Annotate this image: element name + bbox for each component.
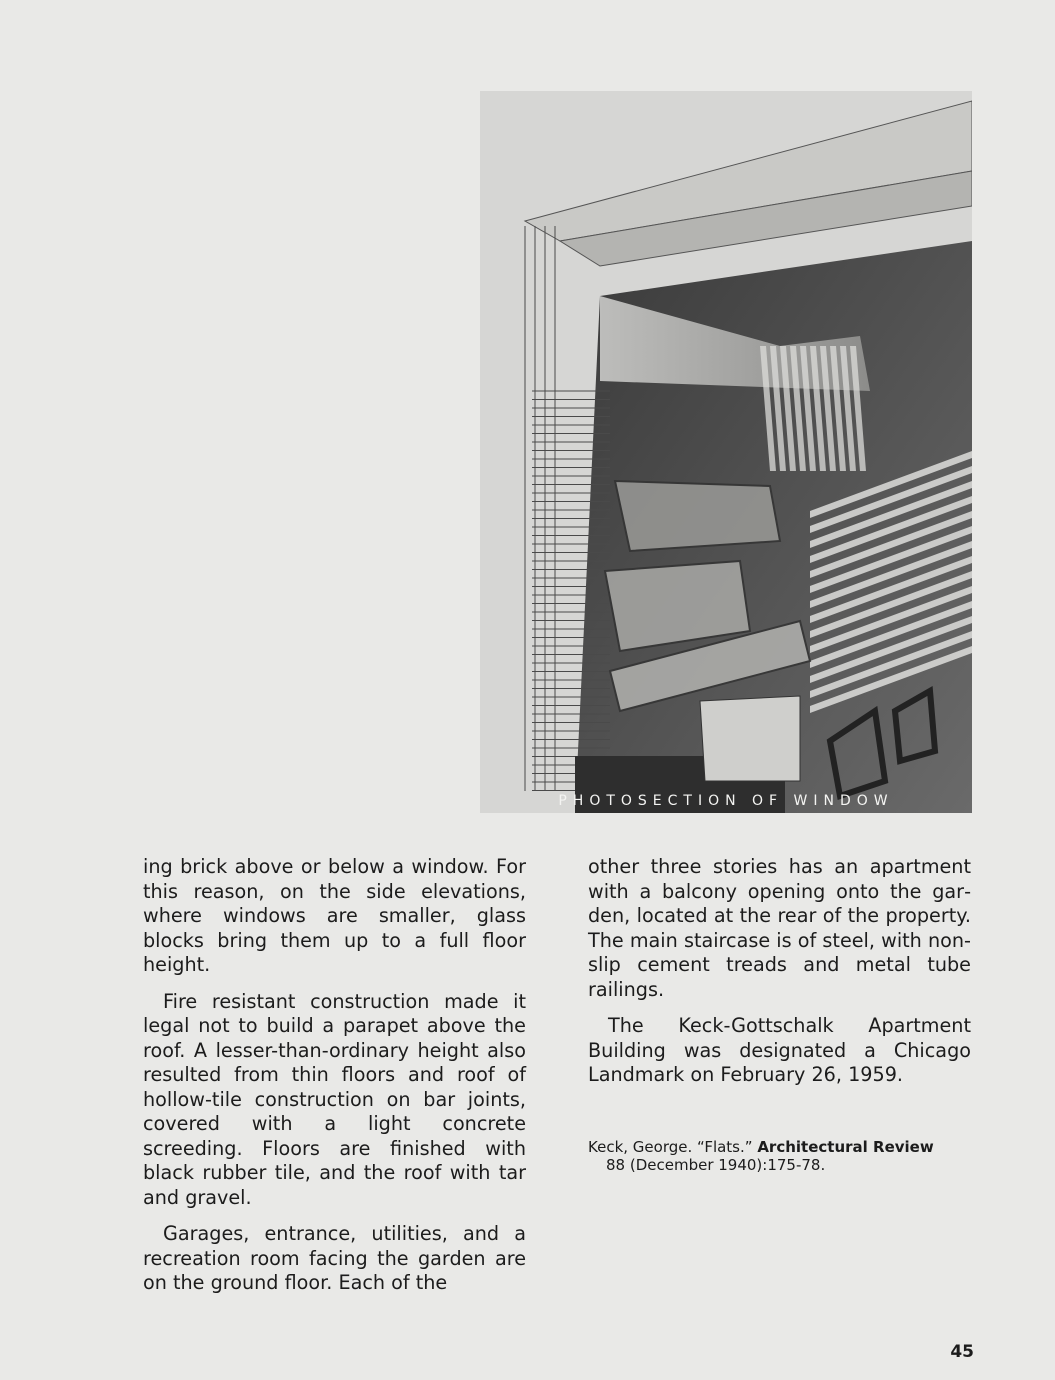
citation-author-title: Keck, George. “Flats.”: [588, 1138, 753, 1156]
page-number: 45: [950, 1342, 974, 1362]
paragraph: The Keck-Gottschalk Apartment Building was designated a Chicago Landmark on February 26, 1959.: [588, 1014, 971, 1086]
left-text-column: [143, 855, 526, 1308]
paragraph: other three stories has an apartment with a balcony opening onto the garden, located at the rear of the property. The main staircase is of steel, with non-slip cement treads and metal tube railings.: [588, 855, 971, 1001]
figure-caption: PHOTOSECTION OF WINDOW: [558, 793, 894, 809]
reference-citation: [588, 1138, 973, 1174]
window-photosection-image: [480, 91, 972, 813]
window-photosection-figure: [480, 91, 972, 813]
paragraph: Fire resistant construction made it legal not to build a parapet above the roof. A lesser-than-ordinary height also resulted from thin floors and roof of hollow-tile construction on bar joints, covered with a light concrete screeding. Floors are finished with black rubber tile, and the roof with tar and gravel.: [143, 989, 526, 1209]
citation-details: 88 (December 1940):175-78.: [606, 1156, 826, 1174]
citation-journal: Architectural Review: [757, 1138, 934, 1156]
right-text-column: [588, 855, 971, 1100]
paragraph: ing brick above or below a window. For this reason, on the side elevations, where windows are smaller, glass blocks bring them up to a full floor height.: [143, 855, 526, 976]
paragraph: Garages, entrance, utilities, and a recreation room facing the garden are on the ground floor. Each of the: [143, 1222, 526, 1294]
